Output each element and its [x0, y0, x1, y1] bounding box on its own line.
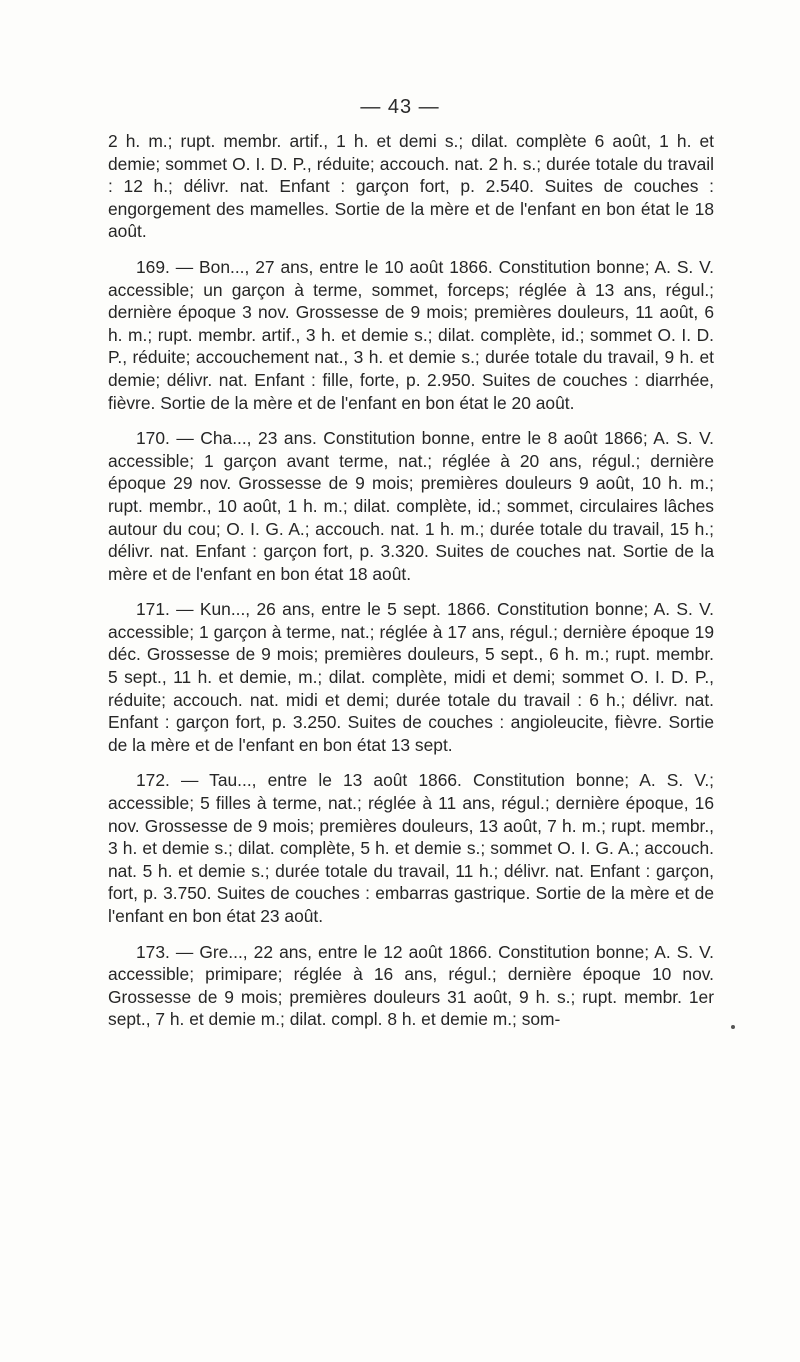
paragraph-continuation: 2 h. m.; rupt. membr. artif., 1 h. et demi s.; dilat. complète 6 août, 1 h. et demie; sommet O. I. D. P., réduite; accouch. nat. 2 h. s.; durée totale du travail : 12 h.; délivr. nat. Enfant : garçon fort, p. 2.540. Suites de couches : engorgement des mamelles. Sortie de la mère et de l'enfant en bon état le 18 août.: [108, 131, 714, 242]
margin-ink-dot: [731, 1025, 735, 1029]
paragraph-case-170: 170. — Cha..., 23 ans. Constitution bonne, entre le 8 août 1866; A. S. V. accessible; 1 garçon avant terme, nat.; réglée à 20 ans, régul.; dernière époque 29 nov. Grossesse de 9 mois; premières douleurs 9 août, 10 h. m.; rupt. membr., 10 août, 1 h. m.; dilat. complète, id.; sommet, circulaires lâches autour du cou; O. I. G. A.; accouch. nat. 1 h. m.; durée totale du travail, 15 h.; délivr. nat. Enfant : garçon fort, p. 3.320. Suites de couches nat. Sortie de la mère et de l'enfant en bon état 18 août.: [108, 428, 714, 584]
paragraph-case-171: 171. — Kun..., 26 ans, entre le 5 sept. 1866. Constitution bonne; A. S. V. accessible; 1 garçon à terme, nat.; réglée à 17 ans, régul.; dernière époque 19 déc. Grossesse de 9 mois; premières douleurs, 5 sept., 6 h. m.; rupt. membr. 5 sept., 11 h. et demie, m.; dilat. complète, midi et demi; sommet O. I. D. P., réduite; accouch. nat. midi et demi; durée totale du travail : 6 h.; délivr. nat. Enfant : garçon fort, p. 3.250. Suites de couches : angioleucite, fièvre. Sortie de la mère et de l'enfant en bon état 13 sept.: [108, 599, 714, 755]
page-body: [108, 130, 714, 1031]
paragraph-case-172: 172. — Tau..., entre le 13 août 1866. Constitution bonne; A. S. V.; accessible; 5 filles à terme, nat.; réglée à 11 ans, régul.; dernière époque, 16 nov. Grossesse de 9 mois; premières douleurs, 13 août, 7 h. m.; rupt. membr., 3 h. et demie s.; dilat. complète, 5 h. et demie s.; sommet O. I. G. A.; accouch. nat. 5 h. et demie s.; durée totale du travail, 11 h.; délivr. nat. Enfant : garçon, fort, p. 3.750. Suites de couches : embarras gastrique. Sortie de la mère et de l'enfant en bon état 23 août.: [108, 770, 714, 926]
paragraph-case-169: 169. — Bon..., 27 ans, entre le 10 août 1866. Constitution bonne; A. S. V. accessible; un garçon à terme, sommet, forceps; réglée à 13 ans, régul.; dernière époque 3 nov. Grossesse de 9 mois; premières douleurs, 11 août, 6 h. m.; rupt. membr. artif., 3 h. et demie s.; dilat. complète, id.; sommet O. I. D. P., réduite; accouchement nat., 3 h. et demie s.; durée totale du travail, 9 h. et demie; délivr. nat. Enfant : fille, forte, p. 2.950. Suites de couches : diarrhée, fièvre. Sortie de la mère et de l'enfant en bon état le 20 août.: [108, 256, 714, 413]
page-number: — 43 —: [360, 96, 440, 118]
paragraph-case-173: 173. — Gre..., 22 ans, entre le 12 août 1866. Constitution bonne; A. S. V. accessible; primipare; réglée à 16 ans, régul.; dernière époque 10 nov. Grossesse de 9 mois; premières douleurs 31 août, 9 h. s.; rupt. membr. 1er sept., 7 h. et demie m.; dilat. compl. 8 h. et demie m.; som-: [108, 941, 714, 1030]
